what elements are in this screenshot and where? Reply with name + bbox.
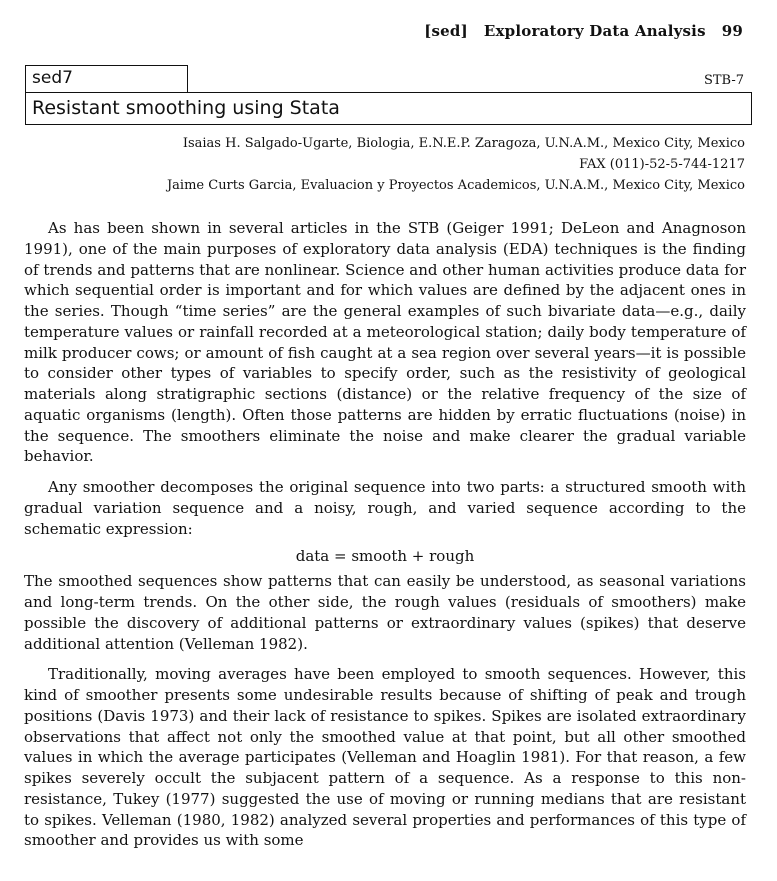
article-id: sed7 <box>25 65 188 92</box>
author-line-1: Isaias H. Salgado-Ugarte, Biologia, E.N.E.P. Zaragoza, U.N.A.M., Mexico City, Mexico <box>182 136 745 151</box>
running-head <box>424 22 743 40</box>
paragraph-4: Traditionally, moving averages have been employed to smooth sequences. However, this kind of smoother presents some undesirable results because of shifting of peak and trough positions (Davis 1973) and their lack of resistance to spikes. Spikes are isolated extraordinary observations that affect not only the smoothed value at that point, but all other smoothed values in which the average participates (Velleman and Hoaglin 1981). For that reason, a few spikes severely occult the subjacent pattern of a sequence. As a response to this non-resistance, Tukey (1977) suggested the use of moving or running medians that are resistant to spikes. Velleman (1980, 1982) analyzed several properties and performances of this type of smoother and provides us with some <box>24 665 746 850</box>
author-line-2: Jaime Curts Garcia, Evaluacion y Proyectos Academicos, U.N.A.M., Mexico City, Mexico <box>166 178 745 193</box>
paragraph-2: Any smoother decomposes the original sequence into two parts: a structured smooth with gradual variation sequence and a noisy, rough, and varied sequence according to the schematic expression: <box>24 478 746 538</box>
author-block <box>167 133 745 196</box>
equation: data = smooth + rough <box>295 547 475 566</box>
article-title: Resistant smoothing using Stata <box>25 92 752 125</box>
paragraph-3: The smoothed sequences show patterns that can easily be understood, as seasonal variations and long-term trends. On the other side, the rough values (residuals of smoothers) make possible the discovery of additional patterns or extraordinary values (spikes) that deserve additional attention (Velleman 1982). <box>24 572 746 653</box>
article-body <box>24 218 746 851</box>
paragraph-1: As has been shown in several articles in the STB (Geiger 1991; DeLeon and Anagnoson 1991), one of the main purposes of exploratory data analysis (EDA) techniques is the finding of trends and patterns that are nonlinear. Science and other human activities produce data for which sequential order is important and for which values are defined by the adjacent ones in the series. Though “time series” are the general examples of such bivariate data—e.g., daily temperature values or rainfall recorded at a meteorological station; daily body temperature of milk producer cows; or amount of fish caught at a sea region over several years—it is possible to consider other types of variables to specify order, such as the resistivity of geological materials along stratigraphic sections (distance) or the relative frequency of the size of aquatic organisms (length). Often those patterns are hidden by erratic fluctuations (noise) in the sequence. The smoothers eliminate the noise and make clearer the gradual variable behavior. <box>24 219 746 466</box>
section-tag: [sed] <box>424 22 468 40</box>
bulletin-number: STB-7 <box>703 73 744 88</box>
author-fax: FAX (011)-52-5-744-1217 <box>579 157 745 172</box>
journal-section-title: Exploratory Data Analysis <box>483 22 706 40</box>
page-number: 99 <box>721 22 743 40</box>
